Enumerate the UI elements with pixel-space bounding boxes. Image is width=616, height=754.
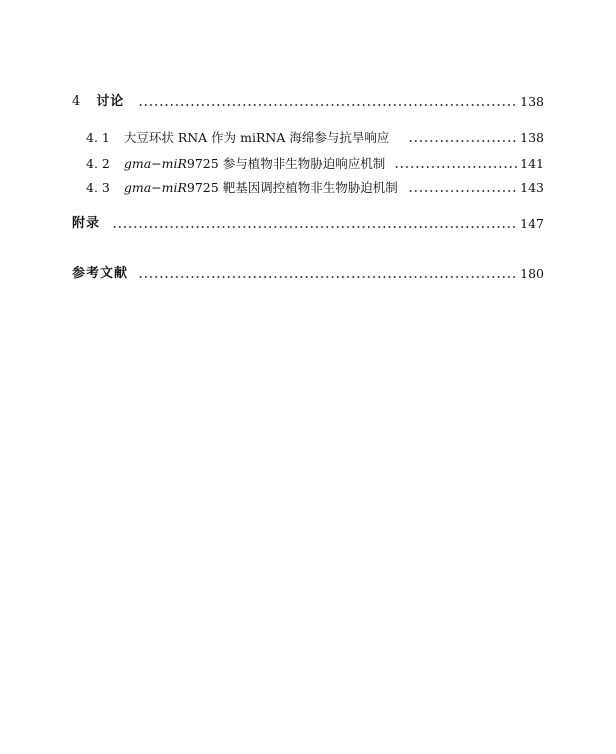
section-title: 9725 靶基因调控植物非生物胁迫机制 [186,180,398,195]
section-page-number: 143 [520,180,544,195]
section-number: 4. 3 [86,180,110,195]
dot-leader [408,140,518,142]
dot-leader [138,104,518,106]
toc-references[interactable] [0,264,616,284]
chapter-page-number: 138 [520,94,544,109]
toc-chapter-4[interactable] [0,92,616,112]
dot-leader [408,190,518,192]
gene-name-prefix: gma−miR [123,180,187,195]
toc-section-4-2[interactable] [0,154,616,174]
dot-leader [138,276,518,278]
section-title: 9725 参与植物非生物胁迫响应机制 [186,156,386,171]
appendix-page-number: 147 [520,216,544,231]
toc-appendix[interactable] [0,214,616,234]
references-page-number: 180 [520,266,544,281]
appendix-title: 附录 [72,216,101,231]
references-title: 参考文献 [72,266,129,281]
section-title: 大豆环状 RNA 作为 miRNA 海绵参与抗旱响应 [123,130,390,145]
section-number: 4. 2 [86,156,110,171]
toc-section-4-3[interactable] [0,178,616,198]
chapter-title: 讨论 [96,94,125,109]
section-number: 4. 1 [86,130,110,145]
gene-name-prefix: gma−miR [123,156,187,171]
chapter-number: 4 [72,94,81,109]
dot-leader [112,226,518,228]
section-page-number: 138 [520,130,544,145]
toc-section-4-1[interactable] [0,128,616,148]
section-page-number: 141 [520,156,544,171]
dot-leader [394,166,518,168]
